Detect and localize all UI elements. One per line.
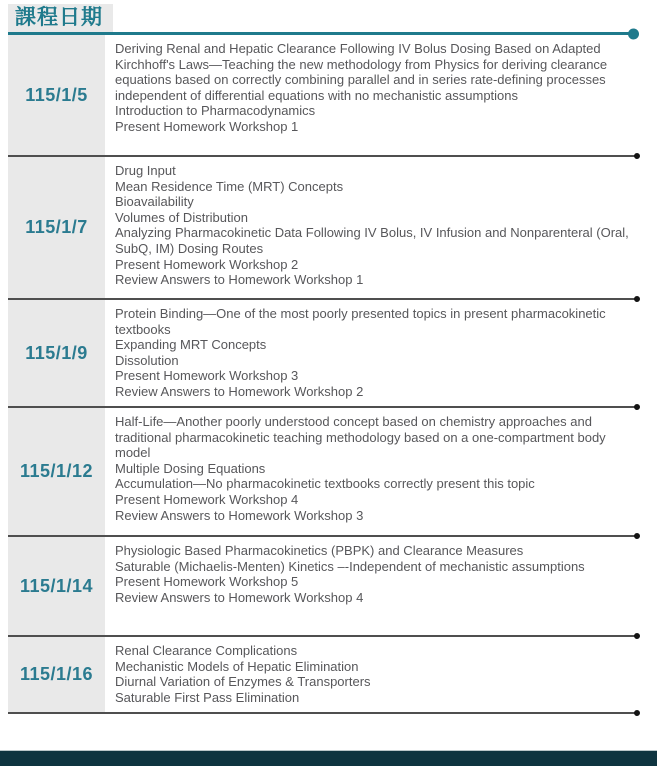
topic-line: Present Homework Workshop 1 <box>115 118 299 134</box>
topic-line: Present Homework Workshop 3 <box>115 368 299 384</box>
topic-line: Mean Residence Time (MRT) Concepts <box>115 178 344 194</box>
divider-dot-icon <box>634 633 640 639</box>
topic-line: Half-Life—Another poorly understood concept based on chemistry approaches and traditional pharmacokinetic teaching methodology based on a one-compartment body model <box>115 414 606 461</box>
course-topics <box>105 300 638 406</box>
page-footer-bar <box>0 750 657 766</box>
row-divider <box>8 635 638 637</box>
table-row <box>8 157 638 298</box>
topic-line: Review Answers to Homework Workshop 2 <box>115 383 364 399</box>
topic-line: Diurnal Variation of Enzymes & Transporters <box>115 674 371 690</box>
course-date: 115/1/14 <box>8 537 105 635</box>
topic-line: Review Answers to Homework Workshop 3 <box>115 507 364 523</box>
course-date: 115/1/5 <box>8 35 105 155</box>
table-row <box>8 35 638 155</box>
course-table <box>8 35 638 714</box>
header-rule <box>8 32 638 35</box>
table-row <box>8 637 638 712</box>
topic-line: Review Answers to Homework Workshop 4 <box>115 589 364 605</box>
topic-line: Saturable First Pass Elimination <box>115 689 300 705</box>
topic-line: Physiologic Based Pharmacokinetics (PBPK) and Clearance Measures <box>115 543 524 558</box>
table-row <box>8 537 638 635</box>
divider-dot-icon <box>634 296 640 302</box>
topic-line: Renal Clearance Complications <box>115 643 298 658</box>
divider-dot-icon <box>634 533 640 539</box>
course-date: 115/1/12 <box>8 408 105 535</box>
topic-line: Introduction to Pharmacodynamics <box>115 103 316 119</box>
topic-line: Multiple Dosing Equations <box>115 460 266 476</box>
topic-line: Deriving Renal and Hepatic Clearance Following IV Bolus Dosing Based on Adapted Kirchhoff's Laws—Teaching the new methodology from Physics for deriving clearance equations based on correctly combining parallel and in series rate-defining processes independent of differential equations with no mechanistic assumptions <box>115 41 608 103</box>
row-divider <box>8 535 638 537</box>
row-divider <box>8 406 638 408</box>
course-date: 115/1/9 <box>8 300 105 406</box>
table-row <box>8 300 638 406</box>
topic-line: Expanding MRT Concepts <box>115 337 267 353</box>
row-divider <box>8 712 638 714</box>
row-divider <box>8 298 638 300</box>
topic-line: Mechanistic Models of Hepatic Elimination <box>115 658 359 674</box>
topic-line: Bioavailability <box>115 194 194 210</box>
topic-line: Protein Binding—One of the most poorly presented topics in present pharmacokinetic textbooks <box>115 306 606 337</box>
divider-dot-icon <box>634 404 640 410</box>
topic-line: Present Homework Workshop 4 <box>115 491 299 507</box>
topic-line: Analyzing Pharmacokinetic Data Following IV Bolus, IV Infusion and Nonparenteral (Oral, SubQ, IM) Dosing Routes <box>115 225 629 256</box>
course-topics <box>105 408 638 535</box>
course-date: 115/1/16 <box>8 637 105 712</box>
course-topics <box>105 537 638 635</box>
divider-dot-icon <box>634 153 640 159</box>
page-title: 課程日期 <box>8 4 113 32</box>
header-rule-dot-icon <box>628 28 639 39</box>
topic-line: Review Answers to Homework Workshop 1 <box>115 272 364 288</box>
topic-line: Saturable (Michaelis-Menten) Kinetics –-Independent of mechanistic assumptions <box>115 558 585 574</box>
course-topics <box>105 35 638 155</box>
table-row <box>8 408 638 535</box>
course-topics <box>105 637 638 712</box>
topic-line: Present Homework Workshop 5 <box>115 574 299 590</box>
topic-line: Accumulation—No pharmacokinetic textbooks correctly present this topic <box>115 476 535 492</box>
topic-line: Present Homework Workshop 2 <box>115 256 299 272</box>
topic-line: Volumes of Distribution <box>115 209 248 225</box>
topic-line: Drug Input <box>115 163 176 178</box>
course-topics <box>105 157 638 298</box>
course-date: 115/1/7 <box>8 157 105 298</box>
divider-dot-icon <box>634 710 640 716</box>
topic-line: Dissolution <box>115 352 179 368</box>
row-divider <box>8 155 638 157</box>
